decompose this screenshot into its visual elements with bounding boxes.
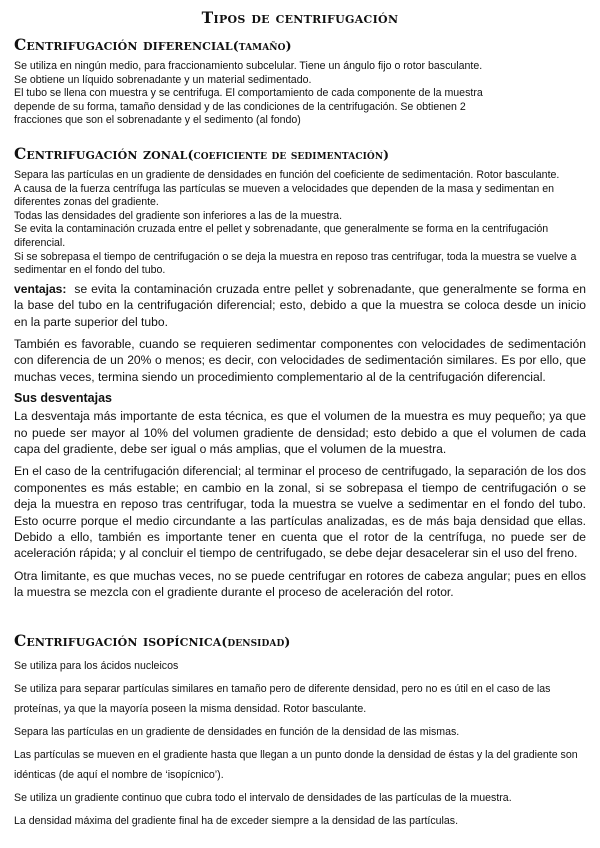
desventajas-heading: Sus desventajas — [14, 391, 112, 406]
document-title: Tipos de centrifugación — [201, 8, 399, 27]
paragraph: El tubo se llena con muestra y se centrifuga. El comportamiento de cada componente de la muestra — [14, 87, 483, 100]
paragraph: Separa las partículas en un gradiente de densidades en función del coeficiente de sedimentación. Rotor basculante. — [14, 168, 560, 181]
heading-text: Centrifugación zonal — [14, 143, 188, 163]
desventaja-paragraph: La desventaja más importante de esta técnica, es que el volumen de la muestra es muy pequeño; ya que no puede ser mayor al 10% del volumen gradiente de densidad; esto debido a que el volumen de cada capa del gradiente, debe ser igual o más amplias, que el volumen de la muestra. — [14, 409, 586, 456]
heading-text: Centrifugación diferencial — [14, 35, 233, 54]
heading-paren: (coeficiente de sedimentación) — [187, 146, 390, 162]
desventaja-paragraph: Otra limitante, es que muchas veces, no se puede centrifugar en rotores de cabeza angular; pues en ellos la muestra se mezcla con el gradiente durante el proceso de aceleración del rotor. — [14, 568, 586, 600]
paragraph: Se evita la contaminación cruzada entre el pellet y sobrenadante, que generalmente se forma en la centrifugación diferencial. — [14, 223, 549, 249]
paragraph: Se utiliza para los ácidos nucleicos — [14, 659, 179, 672]
heading-paren: (tamaño) — [232, 38, 292, 53]
ventajas-more: También es favorable, cuando se requieren sedimentar componentes con velocidades de sedimentación con diferencia de un 20% o menos; es decir, con velocidades de sedimentación similares. Es por ello, que muchas veces, termina siendo un procedimiento complementario al de la centrifugación diferencial. — [14, 336, 586, 384]
paragraph: Si se sobrepasa el tiempo de centrifugación o se deja la muestra en reposo tras centrifugar, toda la muestra se vuelve a sedimentar en el fondo del tubo. — [14, 250, 577, 277]
paragraph: depende de su forma, tamaño densidad y de las condiciones de la centrifugación. Se obtienen 2 — [14, 100, 466, 113]
paragraph: Se utiliza para separar partículas similares en tamaño pero de diferente densidad, pero no es útil en el caso de las proteínas, ya que la mayoría poseen la misma densidad. Rotor basculante. — [14, 682, 551, 715]
heading-paren: (densidad) — [221, 633, 291, 649]
paragraph: La densidad máxima del gradiente final ha de exceder siempre a la densidad de las partículas. — [14, 814, 459, 827]
desventaja-paragraph: En el caso de la centrifugación diferencial; al terminar el proceso de centrifugado, la separación de los dos componentes es más estable; en cambio en la zonal, si se sobrepasa el tiempo de centrifugación o se deja la muestra en reposo tras centrifugar, toda la muestra se vuelve a sedimentar en el fondo del tubo. Esto ocurre porque el medio circundante a las partículas analizadas, es de más baja densidad que ellas. Debido a ello, también es importante tener en cuenta que el rotor de la centrífuga, no puede ser de aceleración rápida; y al concluir el tiempo de centrifugado, se debe dejar desacelerar sin el uso del freno. — [14, 464, 586, 561]
paragraph: Todas las densidades del gradiente son inferiores a las de la muestra. — [14, 209, 343, 222]
section-isopicnica — [14, 631, 586, 831]
ventajas-paragraph — [14, 281, 586, 330]
paragraph: fracciones que son el sobrenadante y el sedimento (al fondo) — [14, 114, 301, 127]
paragraph: Se obtiene un líquido sobrenadante y un material sedimentado. — [14, 73, 312, 86]
section-diferencial — [14, 35, 586, 128]
paragraph: Se utiliza en ningún medio, para fraccionamiento subcelular. Tiene un ángulo fijo o rotor basculante. — [14, 60, 483, 72]
section-zonal — [14, 144, 586, 601]
paragraph: A causa de la fuerza centrífuga las partículas se mueven a velocidades que dependen de la masa y sedimentan en diferentes zonas del gradiente. — [14, 182, 555, 209]
paragraph: Las partículas se mueven en el gradiente hasta que llegan a un punto donde la densidad de éstas y la del gradiente son idénticas (de aquí el nombre de ‘isopícnico’). — [14, 748, 578, 781]
section-heading — [14, 35, 586, 54]
paragraph: Se utiliza un gradiente continuo que cubra todo el intervalo de densidades de las partículas de la muestra. — [14, 791, 512, 804]
paragraph: Separa las partículas en un gradiente de densidades en función de la densidad de las mismas. — [14, 725, 460, 738]
ventajas-text: se evita la contaminación cruzada entre pellet y sobrenadante, que generalmente se forma en la base del tubo en la centrifugación diferencial; esto, debido a que la muestra se coloca desde un inicio en la parte superior del tubo. — [14, 281, 586, 329]
section-heading — [14, 144, 586, 163]
ventajas-label: ventajas: — [14, 281, 67, 296]
heading-text: Centrifugación isopícnica — [14, 630, 222, 650]
section-heading — [14, 631, 586, 650]
